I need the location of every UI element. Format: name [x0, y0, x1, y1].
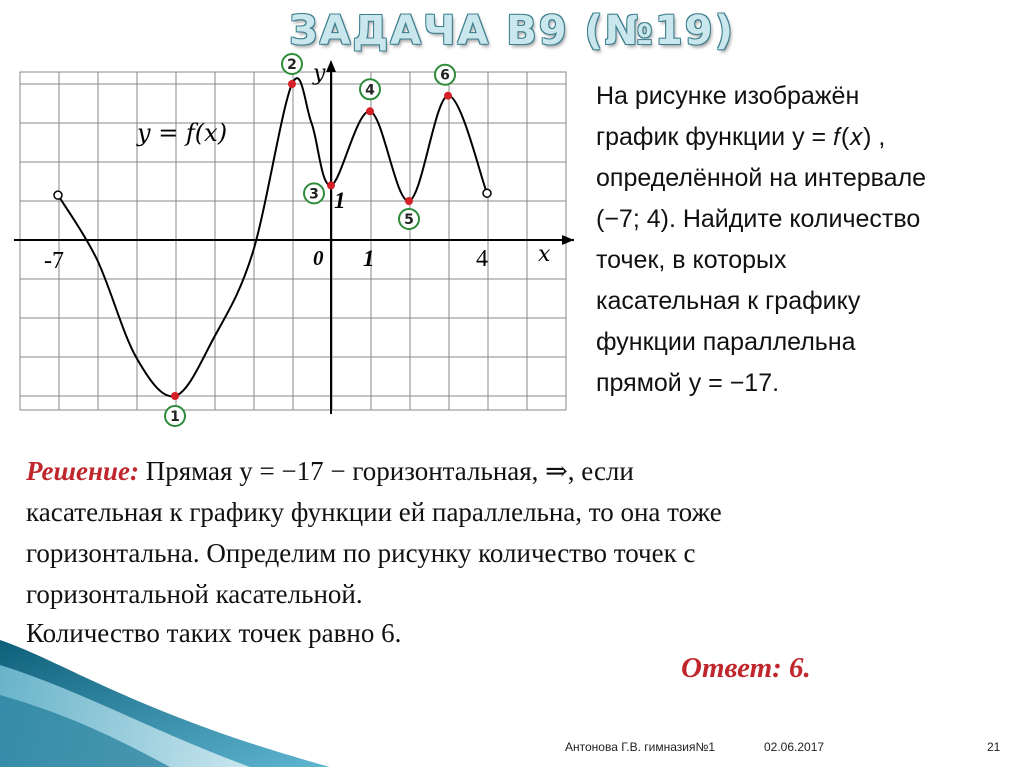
- tangent-point-marker-label: 3: [309, 186, 319, 203]
- tick-label-one-y: 1: [334, 188, 346, 213]
- problem-line: (−7; 4). Найдите количество: [596, 205, 921, 233]
- function-label: y = 𝑓(𝑥): [137, 119, 228, 147]
- problem-line: график функции y = 𝑓(𝑥) ,: [596, 123, 886, 151]
- solution-line: горизонтальной касательной.: [26, 579, 363, 609]
- count-statement: Количество таких точек равно 6.: [26, 618, 402, 648]
- problem-line: функции параллельна: [596, 328, 856, 356]
- solution-line: горизонтальна. Определим по рисунку количество точек с: [26, 538, 696, 568]
- problem-statement: [596, 76, 1016, 404]
- tick-label-one-x: 1: [363, 246, 375, 271]
- tangent-point-marker-label: 2: [287, 57, 297, 73]
- problem-line: определённой на интервале: [596, 164, 927, 192]
- problem-line: точек, в которых: [596, 246, 787, 274]
- open-endpoint: [54, 191, 62, 199]
- y-axis-label: y: [313, 61, 326, 86]
- function-graph: [0, 0, 580, 445]
- footer-date: 02.06.2017: [764, 740, 825, 754]
- slide-title: ЗАДАЧА В9 (№19): [289, 8, 735, 54]
- solution-label: Решение:: [26, 456, 139, 486]
- problem-line: касательная к графику: [596, 287, 861, 315]
- tangent-point-marker-label: 4: [365, 82, 375, 99]
- open-endpoints: [54, 189, 491, 199]
- tick-label-zero: 0: [313, 246, 324, 270]
- x-axis-label: x: [538, 242, 551, 267]
- tangent-point: [288, 80, 296, 88]
- tangent-point: [444, 92, 452, 100]
- footer-page-number: 21: [987, 740, 1001, 754]
- tangent-point: [171, 392, 179, 400]
- tangent-point-marker-label: 1: [170, 409, 180, 425]
- tangent-point: [366, 107, 374, 115]
- x-axis-arrow: [562, 235, 574, 245]
- y-axis-arrow: [326, 60, 336, 72]
- footer-author: Антонова Г.В. гимназия№1: [565, 740, 715, 754]
- open-endpoint: [483, 189, 491, 197]
- problem-line: прямой y = −17.: [596, 369, 780, 397]
- answer: Ответ: 6.: [681, 652, 811, 684]
- tangent-point-marker-label: 5: [404, 212, 414, 228]
- solution-line: касательная к графику функции ей параллельна, то она тоже: [26, 497, 722, 527]
- solution-line: Прямая y = −17 − горизонтальная, ⇒, если: [138, 456, 634, 486]
- solution-block: [26, 451, 1016, 615]
- tangent-point-marker-label: 6: [440, 67, 450, 84]
- function-curve: [58, 78, 487, 396]
- problem-line: На рисунке изображён: [596, 82, 860, 110]
- tangent-point: [405, 197, 413, 205]
- tick-label-minus7: -7: [44, 248, 64, 274]
- tick-label-four: 4: [476, 246, 488, 272]
